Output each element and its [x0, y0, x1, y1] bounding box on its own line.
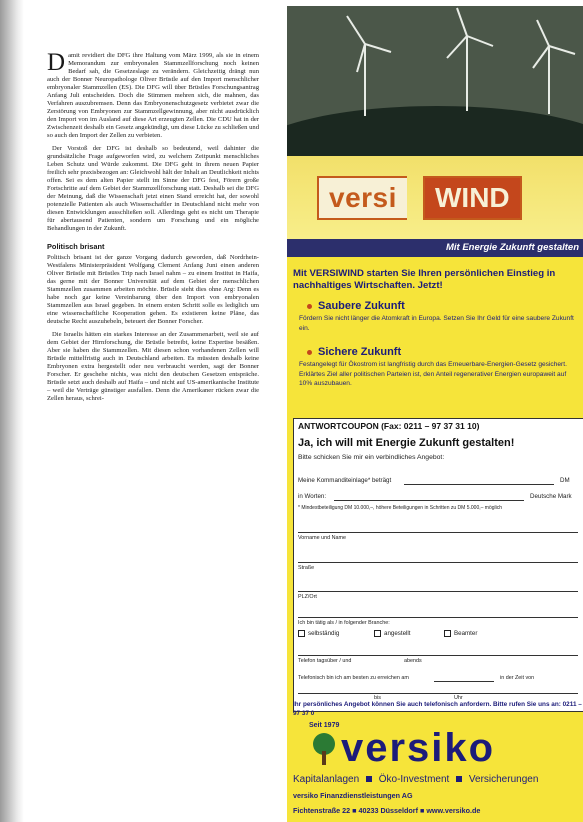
wind-turbines-image	[287, 6, 583, 166]
article-column	[47, 49, 259, 407]
city-field[interactable]	[298, 591, 578, 592]
ad-headline: Mit VERSIWIND starten Sie Ihren persönlichen Einstieg in nachhaltiges Wirtschaften. Jetzt!	[293, 268, 556, 291]
street-label: Straße	[298, 565, 315, 571]
section-text-clean-future: Fördern Sie nicht länger die Atomkraft in Europa. Setzen Sie Ihr Geld für eine saubere Zukunft ein.	[299, 315, 574, 332]
section-text-secure-future: Festangelegt für Ökostrom ist langfristig durch das Erneuerbare-Energien-Gesetz gesichert. Erklärtes Ziel aller politischen Parteien ist, den Anteil regenerativer Energien europaweit auf 10% auszubauen.	[299, 361, 567, 387]
page-fold-shadow	[0, 0, 24, 822]
article-paragraph: Die Israelis hätten ein starkes Interesse an der Zusammenarbeit, weil sie auf dem Gebiet der Hirnforschung, die Brüstle betreibt, keine Expertise besäßen. Aber sie haben die Stammzellen. Mit diesen schon vorhandenen Zellen will Brüstle mittelfristig auch in Deutschland arbeiten. Es müssten deshalb keine Embryonen extra hergestellt oder neu verbraucht werden, sagt der Bonner Forscher. Er geschehe nichts, was nicht den deutschen Gesetzen entspräche. Brüstle setzt auch deshalb auf Haifa – und nicht auf US-amerikanische Institute – weil die Verträge günstiger ausfallen. Denn die Amerikaner rücken zwar die Zellen heraus, schrei-	[47, 330, 259, 402]
phone-label: Telefon tagsüber / und	[298, 658, 352, 664]
versiwind-advertisement	[287, 6, 583, 822]
tagline	[293, 774, 538, 785]
phone-field[interactable]	[298, 655, 578, 656]
article-paragraph: Damit revidiert die DFG ihre Haltung vom März 1999, als sie in einem Memorandum zur embryonalen Stammzellforschung noch keinen Bedarf sah, die Gesetzeslage zu verändern. Gleichzeitig drängt nun auch der Bonner Neuropathologe Oliver Brüstle auf den Import menschlicher embryonaler Stammzellen (ES). Die DFG will über Brüstles Forschungsantrag Anfang Juli entscheiden. Doch die Stimmen mehren sich, die mahnen, das Verfahren auszubremsen. Denn das Embryonenschutzgesetz verbietet zwar die Zerstörung von Embryonen zur Stammzellgewinnung, aber nicht ausdrücklich den Import von im Ausland auf diese Art erzeugten Zellen. Die CDU hat in der Zwischenzeit deshalb ein Gesetz angekündigt, um diese Lücke zu schließen und so auch den Import der Zellen zu verbieten.	[47, 49, 259, 140]
square-separator-icon	[456, 776, 462, 782]
occupation-label: Ich bin tätig als / in folgender Branche:	[298, 620, 390, 626]
self-employed-label: selbständig	[308, 630, 340, 637]
versiwind-logo-right: WIND	[423, 176, 522, 220]
fineprint: * Mindestbeteiligung DM 10.000,–, höhere Beteiligungen in Schritten zu DM 5.000,– möglich	[298, 505, 503, 511]
city-label: PLZ/Ort	[298, 594, 317, 600]
bullet-icon	[307, 304, 312, 309]
amount-label: Meine Kommanditeinlage* beträgt	[298, 477, 392, 484]
street-field[interactable]	[298, 562, 578, 563]
name-field[interactable]	[298, 532, 578, 533]
section-heading: Politisch brisant	[47, 242, 105, 252]
square-separator-icon	[366, 776, 372, 782]
civil-servant-checkbox[interactable]	[444, 630, 451, 637]
drop-cap: D	[47, 49, 66, 76]
section-title-secure-future: Sichere Zukunft	[307, 346, 401, 358]
coupon-subtitle: Bitte schicken Sie mir ein verbindliches Angebot:	[298, 454, 445, 461]
words-label: in Worten:	[298, 493, 327, 500]
employed-label: angestellt	[384, 630, 411, 637]
tagline-item: Öko-Investment	[378, 774, 450, 785]
amount-field[interactable]	[404, 484, 554, 485]
tree-icon	[307, 731, 341, 767]
coupon-footer: Ihr persönliches Angebot können Sie auch telefonisch anfordern. Bitte rufen Sie uns an: 0211 – 97 37 0	[293, 701, 582, 717]
reach-label: Telefonisch bin ich am besten zu erreichen am	[298, 675, 409, 681]
versiwind-logo-left: versi	[317, 176, 407, 220]
company-address: Fichtenstraße 22 ■ 40233 Düsseldorf ■ www.versiko.de	[293, 806, 481, 815]
amount-unit: DM	[560, 477, 570, 484]
slogan: Mit Energie Zukunft gestalten	[445, 242, 579, 253]
phone-label-evening: abends	[404, 658, 422, 664]
coupon-title: Ja, ich will mit Energie Zukunft gestalten!	[298, 437, 515, 449]
name-label: Vorname und Name	[298, 535, 346, 541]
article-paragraph: Der Vorstoß der DFG ist deshalb so bedeutend, weil dahinter die grundsätzliche Frage aufgeworfen wird, zu welchem Zeitpunkt menschliches Leben Schutz und Würde zukommt. Die DFG geht in ihrem neuen Papier freilich sehr praxisbezogen an: Gleichwohl hält der Inhalt an Deutlichkeit nichts offen. Sei es dem alten Papier stellt im Sinne der DFG fest, Förern große Fortschritte auf dem Gebiet der Stammzellforschung statt. Deshalb sei die DFG der Meinung, daß die Wissenschaft jetzt einen Stand erreicht hat, der sowohl potenzielle Patienten als auch Wissenschaftler in Deutschland nicht mehr von diesen Entwicklungen ausschließen soll. Allerdings geht es nicht um Therapie für abertausend Patienten, sondern um Forschung und ein mögliche Behandlungen in der Zukunft.	[47, 144, 259, 232]
versiko-logo: versiko	[341, 726, 496, 770]
bullet-icon	[307, 350, 312, 355]
reach-time-field[interactable]	[298, 693, 578, 694]
occupation-field[interactable]	[298, 617, 578, 618]
reach-time-label: in der Zeit von	[500, 675, 535, 681]
employed-checkbox[interactable]	[374, 630, 381, 637]
tagline-item: Versicherungen	[468, 774, 539, 785]
reach-day-field[interactable]	[434, 681, 494, 682]
civil-servant-label: Beamter	[454, 630, 478, 637]
response-coupon	[293, 418, 583, 712]
section-title-clean-future: Saubere Zukunft	[307, 300, 405, 312]
since-label: Seit 1979	[309, 722, 340, 729]
amount-words-field[interactable]	[334, 500, 524, 501]
coupon-header: ANTWORTCOUPON (Fax: 0211 – 97 37 31 10)	[298, 421, 480, 431]
article-paragraph: Politisch brisant ist der ganze Vorgang dadurch geworden, daß Nordrhein-Westfalens Ministerpräsident Wolfgang Clement Anfang Juni einen anderen Oliver Brüstle mit Brüstles Trip nach Israel nahm – zu einem Institut in Haifa, das gerne mit der Bonner Universität auf dem Gebiet der menschlichen Stammzellen zusammen arbeiten möchte. Brüstle sieht dies ohne Arg: Denn es habe noch gar keine Vereinbarung über den Import von embryonalen Stammzellen aus Israel gegeben. In einem ersten Schritt solle es lediglich um eine wissenschaftliche Kooperation gehen. Es existieren keine Pläne, das deutsche Recht auszuhebeln, beteuert der Bonner Forscher.	[47, 254, 259, 326]
from-label: bis	[374, 695, 381, 701]
self-employed-checkbox[interactable]	[298, 630, 305, 637]
to-label: Uhr	[454, 695, 463, 701]
words-unit: Deutsche Mark	[530, 493, 572, 500]
company-name: versiko Finanzdienstleistungen AG	[293, 791, 413, 800]
tagline-item: Kapitalanlagen	[293, 774, 360, 785]
